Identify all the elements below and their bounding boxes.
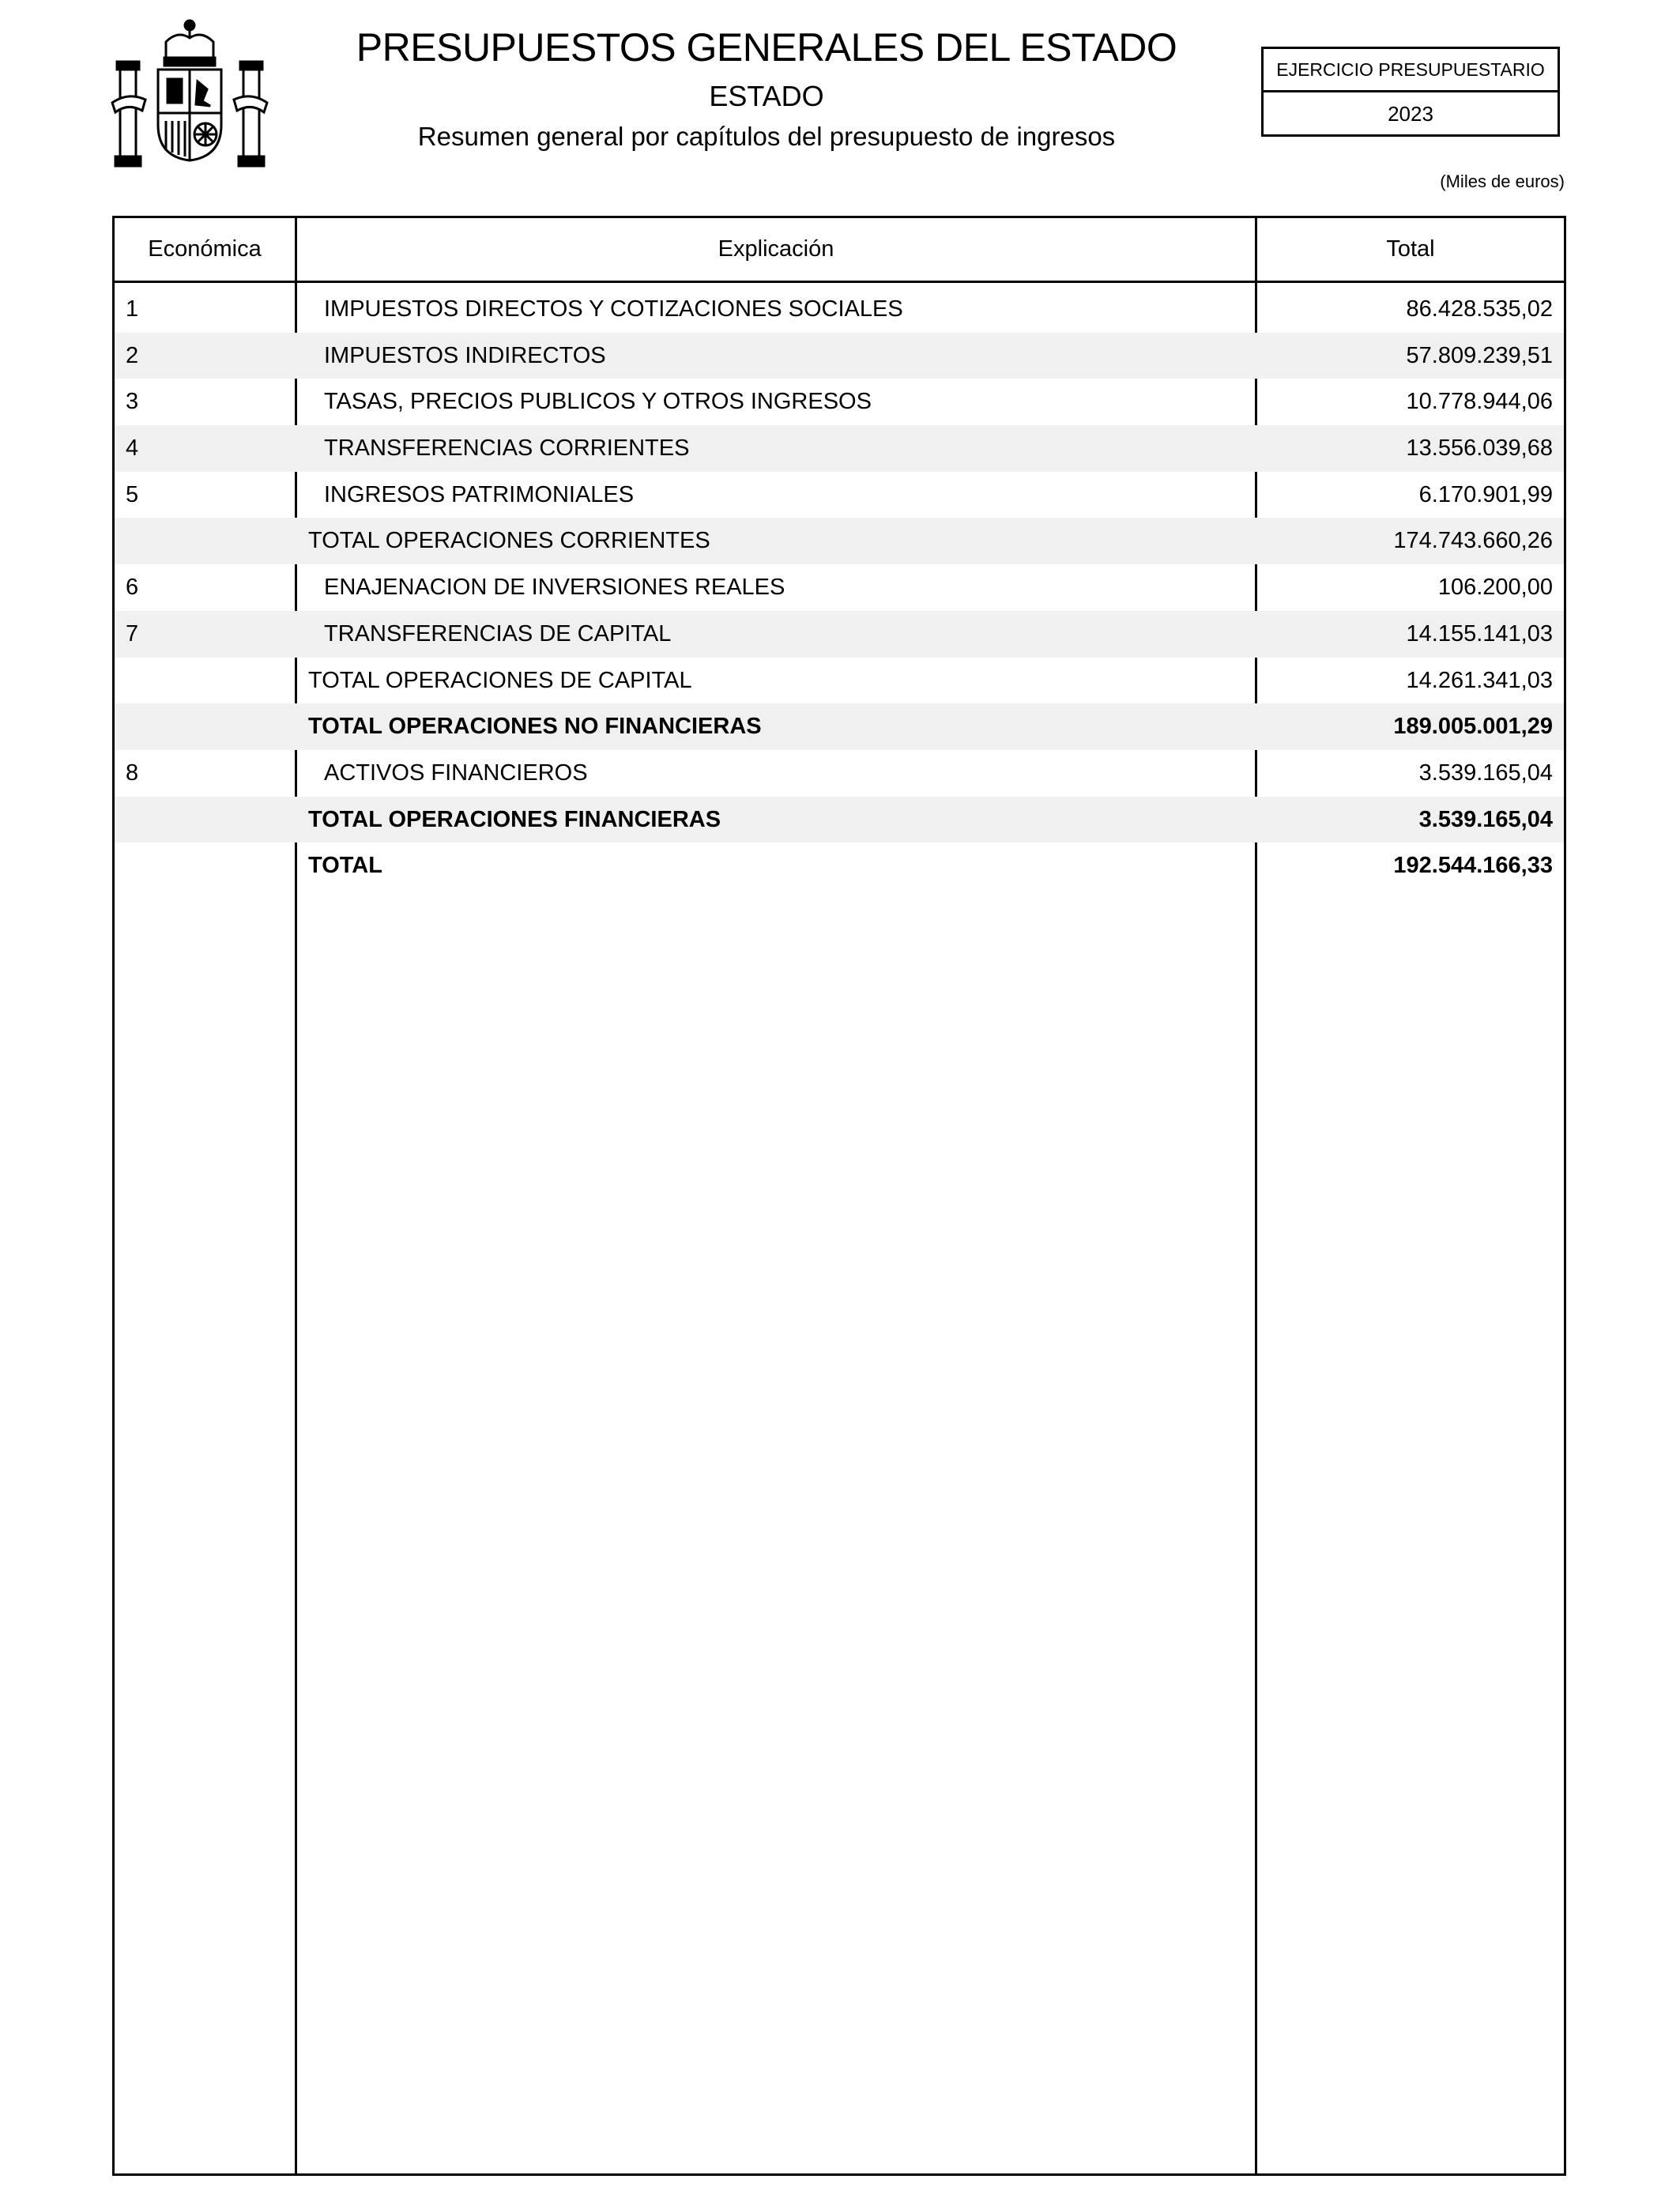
row-description: TOTAL OPERACIONES FINANCIERAS bbox=[308, 806, 721, 832]
table-row bbox=[115, 797, 1564, 843]
table-row bbox=[115, 703, 1564, 750]
column-header-economica: Económica bbox=[148, 236, 262, 262]
fiscal-year-label: EJERCICIO PRESUPUESTARIO bbox=[1264, 49, 1558, 92]
table-header bbox=[115, 218, 1564, 283]
row-description: TOTAL OPERACIONES DE CAPITAL bbox=[308, 667, 692, 693]
column-header-total: Total bbox=[1386, 236, 1435, 262]
units-note: (Miles de euros) bbox=[1440, 172, 1565, 191]
row-description: IMPUESTOS INDIRECTOS bbox=[324, 342, 606, 368]
row-code: 8 bbox=[126, 760, 139, 786]
row-code: 7 bbox=[126, 620, 139, 647]
row-total: 10.778.944,06 bbox=[1406, 389, 1553, 415]
table-row bbox=[115, 658, 1564, 704]
table-row bbox=[115, 518, 1564, 564]
row-total: 13.556.039,68 bbox=[1406, 435, 1553, 462]
row-description: IMPUESTOS DIRECTOS Y COTIZACIONES SOCIALES bbox=[324, 296, 903, 322]
table-row bbox=[115, 472, 1564, 518]
row-code: 3 bbox=[126, 389, 139, 415]
table-row bbox=[115, 750, 1564, 797]
row-code: 5 bbox=[126, 481, 139, 507]
fiscal-year-box bbox=[1261, 47, 1560, 137]
fiscal-year-value: 2023 bbox=[1388, 102, 1433, 126]
row-total: 6.170.901,99 bbox=[1418, 481, 1553, 507]
row-total: 106.200,00 bbox=[1437, 575, 1553, 601]
row-total: 57.809.239,51 bbox=[1406, 342, 1553, 368]
row-total: 14.261.341,03 bbox=[1406, 667, 1553, 693]
row-total: 189.005.001,29 bbox=[1393, 714, 1553, 740]
row-description: ENAJENACION DE INVERSIONES REALES bbox=[324, 575, 785, 601]
coat-of-arms-icon bbox=[111, 14, 269, 172]
row-description: TOTAL OPERACIONES NO FINANCIERAS bbox=[308, 714, 762, 740]
table-row bbox=[115, 333, 1564, 379]
row-code: 4 bbox=[126, 435, 139, 462]
page-subtitle: ESTADO bbox=[709, 80, 824, 112]
budget-table bbox=[112, 216, 1566, 2176]
row-total: 174.743.660,26 bbox=[1393, 528, 1553, 554]
table-row bbox=[115, 379, 1564, 425]
table-row bbox=[115, 843, 1564, 889]
table-row bbox=[115, 286, 1564, 333]
table-body bbox=[115, 286, 1564, 889]
row-description: TOTAL bbox=[308, 853, 382, 879]
table-row bbox=[115, 564, 1564, 611]
row-total: 86.428.535,02 bbox=[1406, 296, 1553, 322]
row-description: TRANSFERENCIAS DE CAPITAL bbox=[324, 620, 672, 647]
row-code: 6 bbox=[126, 575, 139, 601]
row-total: 192.544.166,33 bbox=[1393, 853, 1553, 879]
row-description: ACTIVOS FINANCIEROS bbox=[324, 760, 588, 786]
row-code: 2 bbox=[126, 342, 139, 368]
table-row bbox=[115, 425, 1564, 472]
row-total: 14.155.141,03 bbox=[1406, 620, 1553, 647]
table-row bbox=[115, 611, 1564, 658]
column-header-explicacion: Explicación bbox=[718, 236, 834, 262]
row-total: 3.539.165,04 bbox=[1418, 806, 1553, 832]
row-description: TRANSFERENCIAS CORRIENTES bbox=[324, 435, 690, 462]
page-title: PRESUPUESTOS GENERALES DEL ESTADO bbox=[356, 25, 1177, 70]
row-code: 1 bbox=[126, 296, 139, 322]
row-total: 3.539.165,04 bbox=[1418, 760, 1553, 786]
row-description: TASAS, PRECIOS PUBLICOS Y OTROS INGRESOS bbox=[324, 389, 872, 415]
row-description: INGRESOS PATRIMONIALES bbox=[324, 481, 635, 507]
row-description: TOTAL OPERACIONES CORRIENTES bbox=[308, 528, 710, 554]
page-description: Resumen general por capítulos del presupuesto de ingresos bbox=[417, 122, 1116, 151]
